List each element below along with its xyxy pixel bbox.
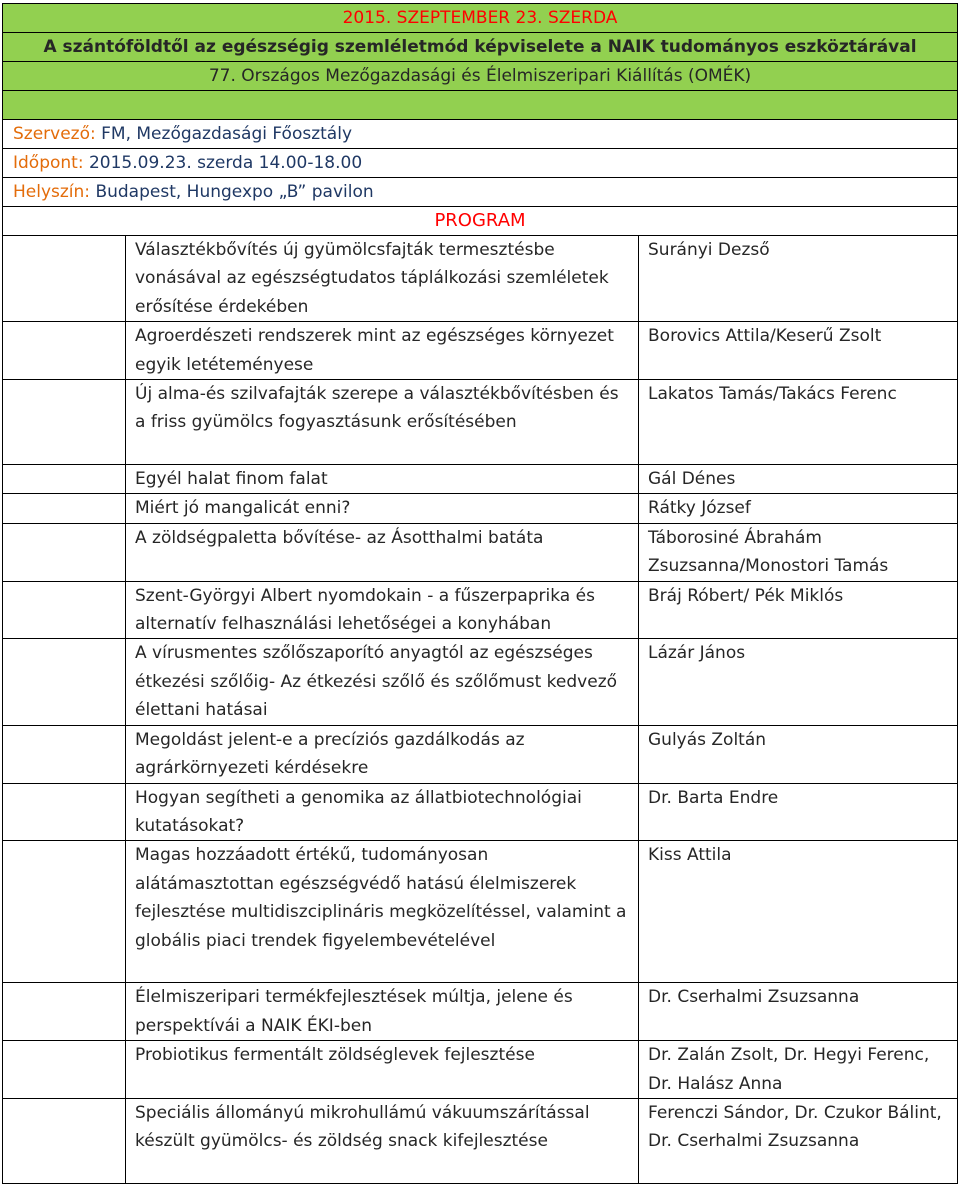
program-row-spacer — [3, 380, 126, 465]
program-row-spacer — [3, 1041, 126, 1099]
program-title: Magas hozzáadott értékű, tudományosan alátámasztottan egészségvédő hatású élelmiszerek fejlesztése multidiszciplináris megközelítéssel, valamint a globális piaci trendek figyelembevételével — [126, 841, 639, 983]
program-title: Új alma-és szilvafajták szerepe a választékbővítésben és a friss gyümölcs fogyasztásunk erősítésében — [126, 380, 639, 465]
time-row — [3, 149, 958, 178]
program-speaker: Ferenczi Sándor, Dr. Czukor Bálint, Dr. Cserhalmi Zsuzsanna — [639, 1098, 958, 1183]
organizer-label: Szervező: — [13, 124, 96, 144]
program-heading: PROGRAM — [3, 207, 958, 236]
program-row-spacer — [3, 983, 126, 1041]
program-speaker: Lakatos Tamás/Takács Ferenc — [639, 380, 958, 465]
program-row-spacer — [3, 322, 126, 380]
time-label: Időpont: — [13, 153, 84, 173]
program-row — [3, 581, 958, 639]
program-row — [3, 1041, 958, 1099]
organizer-cell — [3, 120, 958, 149]
program-table — [2, 3, 958, 1184]
program-title: Választékbővítés új gyümölcsfajták termesztésbe vonásával az egészségtudatos táplálkozási szemléletek erősítése érdekében — [126, 236, 639, 322]
program-row — [3, 1098, 958, 1183]
place-label: Helyszín: — [13, 182, 91, 202]
subtitle-line: A szántóföldtől az egészségig szemléletmód képviselete a NAIK tudományos eszköztárával — [3, 33, 958, 62]
program-row-spacer — [3, 465, 126, 494]
program-row-spacer — [3, 639, 126, 725]
program-speaker: Surányi Dezső — [639, 236, 958, 322]
program-row-spacer — [3, 1098, 126, 1183]
time-value: 2015.09.23. szerda 14.00-18.00 — [88, 153, 363, 173]
program-row-spacer — [3, 581, 126, 639]
program-row — [3, 639, 958, 725]
program-row-spacer — [3, 725, 126, 783]
place-cell — [3, 178, 958, 207]
organizer-value: FM, Mezőgazdasági Főosztály — [101, 124, 352, 144]
program-title: Probiotikus fermentált zöldséglevek fejlesztése — [126, 1041, 639, 1099]
program-speaker: Dr. Cserhalmi Zsuzsanna — [639, 983, 958, 1041]
program-row-spacer — [3, 841, 126, 983]
program-title: Miért jó mangalicát enni? — [126, 494, 639, 523]
program-row — [3, 465, 958, 494]
event-line: 77. Országos Mezőgazdasági és Élelmiszeripari Kiállítás (OMÉK) — [3, 62, 958, 91]
program-row-spacer — [3, 523, 126, 581]
program-speaker: Dr. Barta Endre — [639, 783, 958, 841]
program-speaker: Borovics Attila/Keserű Zsolt — [639, 322, 958, 380]
date-line: 2015. SZEPTEMBER 23. SZERDA — [3, 4, 958, 33]
program-speaker: Dr. Zalán Zsolt, Dr. Hegyi Ferenc, Dr. Halász Anna — [639, 1041, 958, 1099]
program-row — [3, 322, 958, 380]
program-title: Agroerdészeti rendszerek mint az egészséges környezet egyik letéteményese — [126, 322, 639, 380]
program-row — [3, 983, 958, 1041]
place-value: Budapest, Hungexpo „B” pavilon — [95, 182, 374, 202]
program-speaker: Rátky József — [639, 494, 958, 523]
program-speaker: Táborosiné Ábrahám Zsuzsanna/Monostori Tamás — [639, 523, 958, 581]
program-title: Szent-Györgyi Albert nyomdokain - a fűszerpaprika és alternatív felhasználási lehetőségei a konyhában — [126, 581, 639, 639]
program-title: Megoldást jelent-e a precíziós gazdálkodás az agrárkörnyezeti kérdésekre — [126, 725, 639, 783]
time-cell — [3, 149, 958, 178]
program-title: Egyél halat finom falat — [126, 465, 639, 494]
program-speaker: Gál Dénes — [639, 465, 958, 494]
program-row-spacer — [3, 236, 126, 322]
program-title: A zöldségpaletta bővítése- az Ásotthalmi batáta — [126, 523, 639, 581]
program-title: A vírusmentes szőlőszaporító anyagtól az egészséges étkezési szőlőig- Az étkezési szőlő és szőlőmust kedvező élettani hatásai — [126, 639, 639, 725]
empty-band — [3, 91, 958, 120]
program-title: Hogyan segítheti a genomika az állatbiotechnológiai kutatásokat? — [126, 783, 639, 841]
program-row — [3, 783, 958, 841]
date-band-row — [3, 4, 958, 33]
event-band-row — [3, 62, 958, 91]
program-speaker: Lázár János — [639, 639, 958, 725]
program-row — [3, 725, 958, 783]
organizer-row — [3, 120, 958, 149]
program-speaker: Gulyás Zoltán — [639, 725, 958, 783]
program-heading-row — [3, 207, 958, 236]
subtitle-band-row — [3, 33, 958, 62]
program-row — [3, 494, 958, 523]
program-row — [3, 380, 958, 465]
program-speaker: Kiss Attila — [639, 841, 958, 983]
program-row-spacer — [3, 783, 126, 841]
place-row — [3, 178, 958, 207]
program-row — [3, 236, 958, 322]
program-title: Élelmiszeripari termékfejlesztések múltja, jelene és perspektívái a NAIK ÉKI-ben — [126, 983, 639, 1041]
program-row-spacer — [3, 494, 126, 523]
program-row — [3, 523, 958, 581]
program-row — [3, 841, 958, 983]
program-title: Speciális állományú mikrohullámú vákuumszárítással készült gyümölcs- és zöldség snack kifejlesztése — [126, 1098, 639, 1183]
program-speaker: Bráj Róbert/ Pék Miklós — [639, 581, 958, 639]
empty-band-row — [3, 91, 958, 120]
